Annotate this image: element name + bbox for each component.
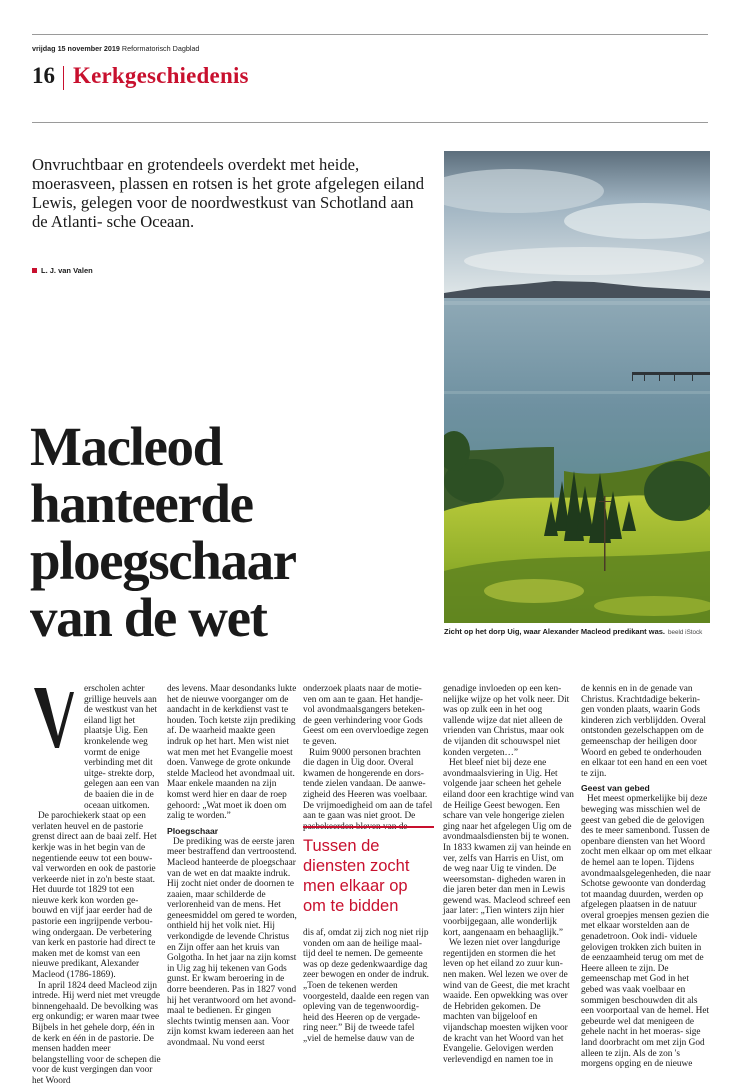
pull-quote-rule [303, 826, 434, 828]
article-column-1 [32, 684, 163, 1087]
dateline-paper: Reformatorisch Dagblad [121, 44, 200, 53]
article-paragraph: Het bleef niet bij deze ene avondmaalsviering in Uig. Het volgende jaar scheen het gehele eiland door een krachtige wind van de Heilige Geest bewogen. Een schare van vele hongerige zielen ging naar het afgelegen Uig om de avondmaalsdiensten bij te wonen. In 1833 kwamen zij van heinde en ver, zelfs van Harris en Uist, om de weg naar Uig te vinden. De weersomstan- digheden waren in die jaren beter dan men in Lewis gewend was. Macleod schreef een jaar later: „Tien winters zijn hier voorbijgegaan, alle wonderlijk kort, aangenaam en behaaglijk.” [443, 758, 574, 938]
dateline-date: vrijdag 15 november 2019 [32, 44, 120, 53]
page-number: 16 [32, 63, 55, 88]
section-title: Kerkgeschiedenis [73, 63, 249, 88]
top-rule [32, 34, 708, 35]
article-paragraph: des levens. Maar desondanks lukte het de nieuwe voorganger om de aandacht in de kerkdienst vast te houden. Toch ketste zijn prediking af. De waarheid maakte geen indruk op het hart. Men wist niet wat men met het Evangelie moest doen. Vanwege de grote onkunde stelde Macleod het avondmaal uit. Maar enkele maanden na zijn komst werd hier en daar de roep gehoord: „Wat moet ik doen om zalig te worden.” [167, 684, 297, 822]
article-paragraph: onderzoek plaats naar de motie- ven om aan te gaan. Het handje- vol avondmaalsgangers beteken- de geen verhindering voor Gods Geest om een overvloedige zegen te geven. [303, 684, 429, 747]
photo-credit: beeld iStock [668, 629, 703, 636]
section-divider [63, 66, 64, 90]
article-paragraph: Ruim 9000 personen brachten die dagen in Uig door. Overal kwamen de hongerende en dors- tende zielen vandaan. De aanwe- zigheid des Heeren was voelbaar. De vrijmoedigheid om aan de tafel aan te gaan was niet groot. De [303, 747, 433, 822]
article-column-3-lower [303, 928, 434, 1045]
byline-square-icon [32, 268, 37, 273]
article-column-2 [167, 684, 298, 1049]
byline-author: L. J. van Valen [41, 266, 93, 275]
headline-line: ploegschaar [30, 530, 296, 591]
headline-line: van de wet [30, 587, 267, 648]
article-column-4 [443, 684, 574, 1065]
subheading-geest-van-gebed: Geest van gebed [581, 783, 650, 794]
dateline [32, 44, 199, 53]
article-paragraph: Het meest opmerkelijke bij deze beweging was misschien wel de geest van gebed die de gelovigen des te meer samenbond. Tussen de openbare diensten van het Woord zocht men elkaar op om met elkaar de hemel aan te lopen. Tijdens avondmaalsgelegenheden, die naar Schotse gewoonte van donderdag tot maandag duurden, werden op afgelegen plaatsen in de natuur overal groepjes mensen gezien die met elkaar worstelden aan de genadetroon. Ook indi- viduele gelovigen trokken zich buiten in de eenzaamheid terug om met de Heere alleen te zijn. De gemeenschap met God in het gebed was vaak voelbaar en sommigen beschouwden dit als een voorportaal van de hemel. Het gebeurde wel dat menigeen de gehele nacht in het moeras- sige land doorbracht om met zijn God alleen te zijn. Als de zon 's morgens opging en de nieuwe [581, 794, 712, 1070]
article-paragraph: De parochiekerk staat op een verlaten heuvel en de pastorie grenst direct aan de baai zelf. Het kerkje was in het begin van de negentiende eeuw tot een bouw- val verworden en ook de pastorie verkeerde niet in zo'n beste staat. Het duurde tot 1829 tot een nieuwe kerk kon worden ge- bouwd en vijf jaar eerder had de pastorie een ingrijpende verbou- wing ondergaan. De verbetering van kerk en pastorie had direct te maken met de komst van een nieuwe predikant, Alexander Macleod (1786-1869). [32, 811, 157, 981]
pull-quote [303, 826, 434, 916]
article-column-3 [303, 684, 434, 832]
article-paragraph: genadige invloeden op een ken- nelijke wijze op het volk neer. Dit was op zulk een in het oog vallende wijze dat niet alleen de vrienden van Christus, maar ook de vijanden dit schouwspel niet konden vergeten…” [443, 684, 570, 758]
headline-line: Macleod [30, 416, 222, 477]
article-paragraph: de kennis en in de genade van Christus. Krachtdadige bekerin- gen vonden plaats, waarin Gods kinderen zich verblijdden. Overal ontstonden gezelschappen om de gemeenschap der heiligen door Woord en gebed te onderhouden en elkaar tot een hand en een voet te zijn. [581, 684, 708, 779]
landscape-photo-image [444, 151, 710, 623]
article-paragraph: In april 1824 deed Macleod zijn intrede. Hij werd niet met vreugde binnengehaald. De bevolking was erg onkundig; er waren maar twee Bijbels in het gehele dorp, één in de kerk en één in de pastorie. De mensen hadden meer belangstelling voor de schepen die voor de kust vergingen dan voor het Woord [32, 980, 161, 1086]
article-column-5 [581, 684, 712, 1070]
pull-quote-text: Tussen de diensten zocht men elkaar op om te bidden [303, 837, 410, 915]
article-paragraph [32, 684, 163, 811]
article-paragraph: De prediking was de eerste jaren meer bestraffend dan vertroostend. Macleod hanteerde de ploegschaar van de wet en dat maakte indruk. Hij zocht niet onder de doornen te zaaien, maar schilderde de verlorenheid van de mens. Het geneesmiddel om gered te worden, onthield hij het volk niet. Hij verkondigde de levende Christus en Zijn offer aan het kruis van Golgotha. In het jaar na zijn komst in Uig zag hij tekenen van Gods gunst. Er kwam beroering in de dorre beenderen. Pas in 1827 vond hij het verantwoord om het avond- maal te bedienen. Er gingen slechts twintig mensen aan. Voor zijn komst kwam iedereen aan het avondmaal. Nu vond eerst [167, 836, 297, 1048]
header-rule [32, 122, 708, 123]
byline [32, 266, 93, 275]
article-paragraph: We lezen niet over langdurige regentijden en stormen die het leven op het eiland zo zuur kun- nen maken. Wel lezen we over de wind van de Geest, die met kracht waaide. Een opwekking was over de Hebriden gekomen. De machten van bijgeloof en vijandschap moesten wijken voor de kracht van het Woord van het Evangelie. Gelovigen werden verlevendigd en namen toe in [443, 938, 570, 1065]
headline-line: hanteerde [30, 473, 253, 534]
intro-text: Onvruchtbaar en grotendeels overdekt met heide, moerasveen, plassen en rotsen is het grote afgelegen eiland Lewis, gelegen voor de noordwestkust van Schotland aan de Atlanti- sche Oceaan. [32, 155, 425, 231]
headline [30, 418, 450, 646]
caption-text: Zicht op het dorp Uig, waar Alexander Macleod predikant was. [444, 627, 666, 636]
photo-caption [444, 627, 710, 636]
opening-text: erscholen achter grillige heuvels aan de westkust van het eiland ligt het plaatsje Uig. Een kronkelende weg vormt de enige verbinding met dit uitge- strekte dorp, gelegen aan een van de baaien die in de oceaan uitkomen. [84, 684, 160, 811]
article-paragraph: dis af, omdat zij zich nog niet rijp vonden om aan de heilige maal- tijd deel te nemen. De gemeente was op deze gedenkwaardige dag zeer bewogen en onder de indruk. „Toen de tekenen werden voorgesteld, daalde een regen van opleving van de tegenwoordig- heid des Heeren op de vergade- ring neer.” Bij de tweede tafel „viel de hemelse dauw van de [303, 928, 430, 1044]
article-photo [444, 151, 710, 623]
subheading-ploegschaar: Ploegschaar [167, 825, 219, 836]
